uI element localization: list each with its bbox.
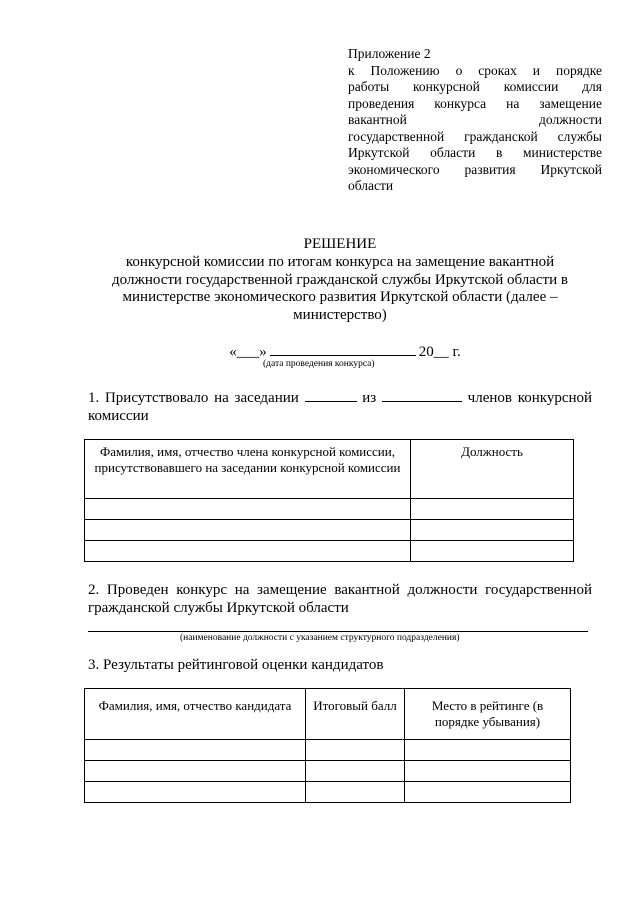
table-cell[interactable] — [411, 541, 574, 562]
section1-text-a: 1. Присутствовало на заседании — [88, 390, 299, 406]
candidates-table — [84, 688, 571, 803]
decision-line: должности государственной гражданской службы Иркутской области в — [112, 271, 568, 288]
appendix-line: работы конкурсной комиссии для — [348, 79, 602, 94]
total-count-field[interactable] — [382, 389, 462, 402]
section1-line1 — [88, 389, 592, 407]
section3-title: 3. Результаты рейтинговой оценки кандидатов — [88, 657, 384, 673]
section1-text-b: из — [362, 390, 377, 406]
table-cell[interactable] — [411, 520, 574, 541]
table-row — [85, 782, 571, 803]
table-cell[interactable] — [85, 740, 306, 761]
decision-line: конкурсной комиссии по итогам конкурса на замещение вакантной — [125, 253, 555, 270]
section1-text-c: членов конкурсной — [467, 390, 593, 406]
table-cell[interactable] — [405, 740, 571, 761]
candidates-header-score: Итоговый балл — [306, 689, 405, 740]
table-row — [85, 761, 571, 782]
members-header-position: Должность — [411, 440, 574, 499]
section2-line1: 2. Проведен конкурс на замещение вакантной должности государственной — [88, 582, 592, 598]
table-cell[interactable] — [85, 761, 306, 782]
table-cell[interactable] — [85, 782, 306, 803]
date-year-field[interactable]: 20__ г. — [418, 344, 461, 360]
appendix-line: государственной гражданской службы — [348, 128, 602, 144]
appendix-line: к Положению о сроках и порядке — [348, 62, 602, 78]
table-cell[interactable] — [85, 499, 411, 520]
table-cell[interactable] — [405, 761, 571, 782]
members-table — [84, 439, 574, 562]
table-cell[interactable] — [306, 740, 405, 761]
appendix-line: Иркутской области в министерстве — [348, 145, 602, 160]
appendix-block — [348, 46, 602, 195]
section2-line2: гражданской службы Иркутской области — [88, 600, 349, 616]
table-row — [85, 740, 571, 761]
decision-heading: РЕШЕНИЕ — [303, 236, 377, 252]
table-cell[interactable] — [306, 761, 405, 782]
table-cell[interactable] — [85, 541, 411, 562]
members-header-name: Фамилия, имя, отчество члена конкурсной комиссии, присутствовавшего на заседании конкурсной комиссии — [85, 440, 411, 499]
decision-line: министерстве экономического развития Иркутской области (далее – — [122, 289, 558, 306]
appendix-line: вакантной должности — [348, 112, 602, 127]
table-cell[interactable] — [306, 782, 405, 803]
section2-text — [88, 581, 592, 617]
decision-title-block — [100, 236, 580, 325]
section2-caption: (наименование должности с указанием структурного подразделения) — [180, 633, 460, 643]
candidates-header-rank: Место в рейтинге (в порядке убывания) — [405, 689, 571, 740]
table-row — [85, 499, 574, 520]
table-row — [85, 541, 574, 562]
section1-line2: комиссии — [88, 408, 149, 424]
table-cell[interactable] — [85, 520, 411, 541]
date-caption: (дата проведения конкурса) — [263, 359, 375, 369]
date-month-field[interactable] — [270, 342, 416, 356]
appendix-line: проведения конкурса на замещение — [348, 95, 602, 111]
present-count-field[interactable] — [305, 389, 357, 402]
appendix-title: Приложение 2 — [348, 46, 431, 61]
appendix-line: экономического развития Иркутской — [348, 161, 602, 177]
table-row — [85, 520, 574, 541]
appendix-line: области — [348, 178, 394, 193]
table-cell[interactable] — [405, 782, 571, 803]
position-name-field[interactable] — [88, 630, 588, 632]
candidates-header-name: Фамилия, имя, отчество кандидата — [85, 689, 306, 740]
table-cell[interactable] — [411, 499, 574, 520]
date-day-field[interactable]: «___» — [229, 344, 267, 360]
decision-line: министерство) — [293, 307, 387, 324]
section1-text — [88, 389, 592, 425]
